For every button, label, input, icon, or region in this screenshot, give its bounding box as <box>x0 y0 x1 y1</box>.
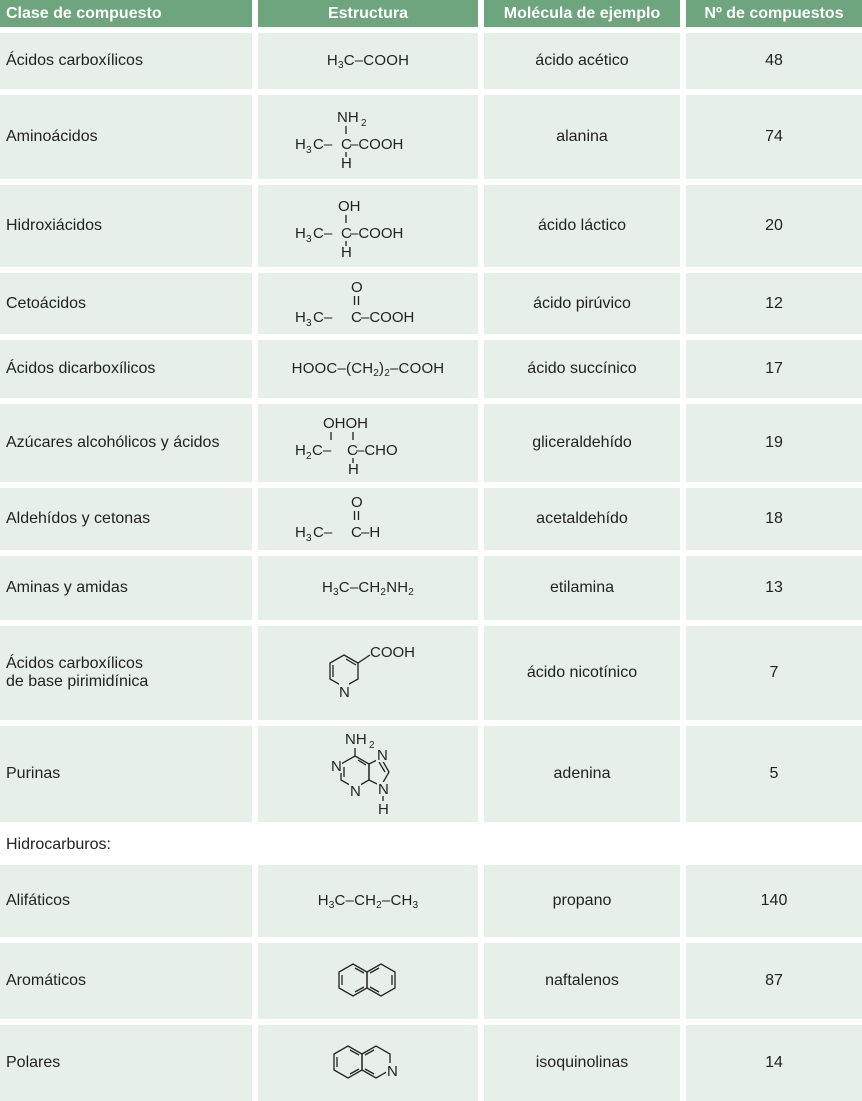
svg-text:H: H <box>295 524 306 541</box>
row-numero: 48 <box>686 33 862 89</box>
row-estructura <box>258 556 478 620</box>
structure-formula: $H_3C-CH_2-CH_3$ <box>317 891 419 911</box>
row-ejemplo: etilamina <box>484 556 680 620</box>
row-clase-line1: Ácidos carboxílicos <box>6 655 143 672</box>
svg-text:–COOH: –COOH <box>350 136 404 153</box>
svg-text:C: C <box>351 524 362 541</box>
row-numero: 20 <box>686 185 862 267</box>
svg-text:COOH: COOH <box>370 644 415 661</box>
row-ejemplo: ácido acético <box>484 33 680 89</box>
svg-text:O: O <box>351 278 363 296</box>
header-estructura: Estructura <box>258 0 478 27</box>
svg-text:C–: C– <box>312 442 332 459</box>
row-estructura <box>258 726 478 822</box>
row-estructura <box>258 185 478 267</box>
svg-text:N: N <box>387 1063 398 1080</box>
svg-text:–H: –H <box>361 524 381 541</box>
row-clase: Polares <box>0 1025 252 1101</box>
naphthalene-structure <box>328 956 408 1006</box>
header-ejemplo: Molécula de ejemplo <box>484 0 680 27</box>
nicotinic-acid-structure <box>308 637 428 709</box>
row-numero: 5 <box>686 726 862 822</box>
row-estructura <box>258 626 478 720</box>
row-estructura <box>258 865 478 937</box>
row-clase: Aldehídos y cetonas <box>0 488 252 550</box>
svg-text:C: C <box>341 225 352 242</box>
svg-text:H: H <box>341 155 352 172</box>
row-clase: Ácidos dicarboxílicos <box>0 340 252 398</box>
row-clase: Hidroxiácidos <box>0 185 252 267</box>
svg-text:2: 2 <box>369 740 375 751</box>
row-clase: Azúcares alcohólicos y ácidos <box>0 404 252 482</box>
svg-text:N: N <box>378 781 389 798</box>
row-ejemplo: adenina <box>484 726 680 822</box>
structure-formula: HOOC–$(CH_2)_2$–COOH <box>291 359 445 379</box>
glyceraldehyde-structure <box>293 408 443 478</box>
svg-text:H: H <box>295 442 306 459</box>
row-estructura <box>258 33 478 89</box>
structure-formula: $H_3C-CH_2NH_2$ <box>321 578 415 598</box>
row-ejemplo: acetaldehído <box>484 488 680 550</box>
row-clase: Aminoácidos <box>0 95 252 179</box>
row-estructura <box>258 1025 478 1101</box>
row-numero: 18 <box>686 488 862 550</box>
svg-text:OHOH: OHOH <box>323 415 368 432</box>
row-ejemplo: ácido láctico <box>484 185 680 267</box>
lactic-acid-structure <box>293 191 443 261</box>
row-clase: Cetoácidos <box>0 273 252 334</box>
svg-text:C: C <box>351 308 362 326</box>
svg-text:NH: NH <box>337 109 359 126</box>
row-ejemplo: naftalenos <box>484 943 680 1019</box>
row-estructura <box>258 404 478 482</box>
row-clase: Purinas <box>0 726 252 822</box>
svg-text:H: H <box>378 801 389 818</box>
row-clase-line2: de base pirimidínica <box>6 673 149 690</box>
row-numero: 12 <box>686 273 862 334</box>
row-numero: 87 <box>686 943 862 1019</box>
row-estructura <box>258 273 478 334</box>
svg-text:N: N <box>350 783 361 800</box>
svg-text:–COOH: –COOH <box>350 225 404 242</box>
row-ejemplo: ácido nicotínico <box>484 626 680 720</box>
svg-text:C–: C– <box>313 136 333 153</box>
svg-text:C: C <box>347 442 358 459</box>
alanine-structure <box>293 102 443 172</box>
row-ejemplo: isoquinolinas <box>484 1025 680 1101</box>
row-numero: 140 <box>686 865 862 937</box>
row-numero: 13 <box>686 556 862 620</box>
isoquinoline-structure <box>323 1038 413 1088</box>
svg-text:C: C <box>341 136 352 153</box>
svg-text:H: H <box>341 244 352 261</box>
svg-text:H: H <box>348 461 359 478</box>
svg-text:NH: NH <box>345 731 367 748</box>
row-clase <box>0 626 252 720</box>
svg-text:2: 2 <box>361 118 367 129</box>
svg-text:C–: C– <box>313 524 333 541</box>
row-numero: 7 <box>686 626 862 720</box>
svg-text:OH: OH <box>338 198 361 215</box>
row-ejemplo: alanina <box>484 95 680 179</box>
svg-text:H: H <box>295 225 306 242</box>
pyruvic-acid-structure <box>293 278 443 330</box>
row-estructura <box>258 340 478 398</box>
row-estructura <box>258 943 478 1019</box>
svg-text:N: N <box>331 758 342 775</box>
header-clase: Clase de compuesto <box>0 0 252 27</box>
svg-text:O: O <box>351 494 363 511</box>
row-numero: 74 <box>686 95 862 179</box>
row-clase: Alifáticos <box>0 865 252 937</box>
svg-text:2: 2 <box>306 451 312 462</box>
row-numero: 19 <box>686 404 862 482</box>
adenine-structure <box>313 728 423 820</box>
svg-text:–CHO: –CHO <box>356 442 398 459</box>
row-clase: Aromáticos <box>0 943 252 1019</box>
svg-text:H: H <box>295 308 306 326</box>
row-numero: 14 <box>686 1025 862 1101</box>
header-numero: Nº de compuestos <box>686 0 862 27</box>
row-estructura <box>258 488 478 550</box>
acetaldehyde-structure <box>293 493 443 545</box>
svg-text:3: 3 <box>306 533 312 544</box>
svg-text:3: 3 <box>306 145 312 156</box>
svg-text:3: 3 <box>306 234 312 245</box>
structure-formula: $H_3C$–COOH <box>326 51 410 71</box>
row-clase: Aminas y amidas <box>0 556 252 620</box>
row-estructura <box>258 95 478 179</box>
svg-text:C–: C– <box>313 308 333 326</box>
svg-text:H: H <box>295 136 306 153</box>
row-numero: 17 <box>686 340 862 398</box>
svg-text:N: N <box>377 747 388 764</box>
row-ejemplo: propano <box>484 865 680 937</box>
svg-text:N: N <box>339 684 350 701</box>
row-ejemplo: ácido pirúvico <box>484 273 680 334</box>
row-clase: Ácidos carboxílicos <box>0 33 252 89</box>
svg-text:C–: C– <box>313 225 333 242</box>
section-label-hidrocarburos: Hidrocarburos: <box>6 836 111 853</box>
row-ejemplo: ácido succínico <box>484 340 680 398</box>
svg-text:3: 3 <box>306 317 312 329</box>
svg-text:–COOH: –COOH <box>361 308 415 326</box>
row-ejemplo: gliceraldehído <box>484 404 680 482</box>
